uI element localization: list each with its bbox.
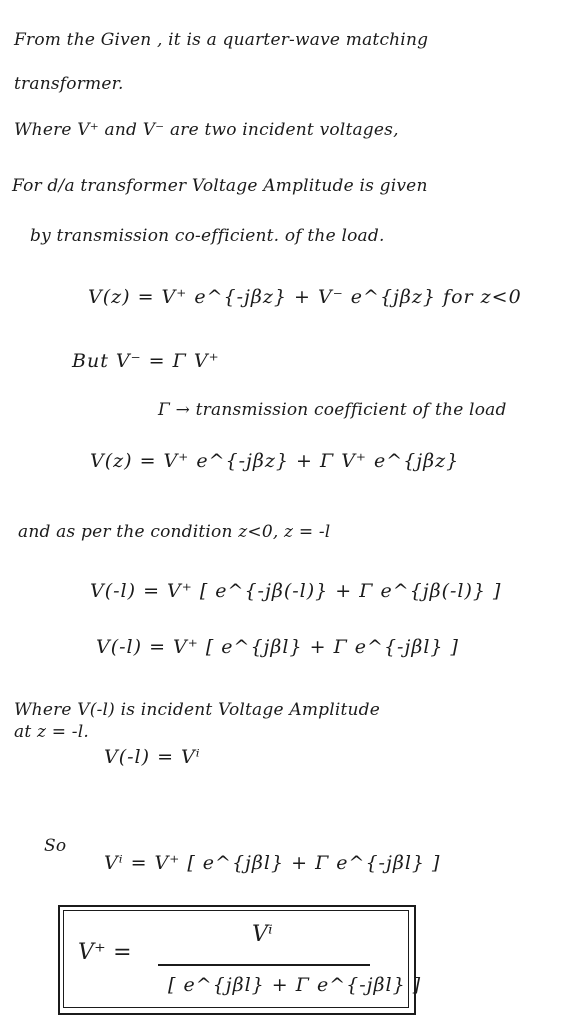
final-lhs: V⁺ = <box>78 940 132 965</box>
where-line: Where V⁺ and V⁻ are two incident voltages, <box>14 120 399 140</box>
voltage-equation-3: V(-l) = V⁺ [ e^{-jβ(-l)} + Γ e^{jβ(-l)} ] <box>90 580 502 602</box>
voltage-equation-2: V(z) = V⁺ e^{-jβz} + Γ V⁺ e^{jβz} <box>90 450 460 472</box>
voltage-equation-5: Vⁱ = V⁺ [ e^{jβl} + Γ e^{-jβl} ] <box>104 852 441 874</box>
fraction-bar <box>158 964 370 966</box>
final-denominator: [ e^{jβl} + Γ e^{-jβl} ] <box>168 974 422 996</box>
incident-definition: V(-l) = Vⁱ <box>104 746 201 768</box>
transmission-line: by transmission co-efficient. of the load. <box>30 226 385 246</box>
at-z-line: at z = -l. <box>14 722 89 742</box>
voltage-equation-1: V(z) = V⁺ e^{-jβz} + V⁻ e^{jβz} for z<0 <box>88 286 522 308</box>
intro-line-1: From the Given , it is a quarter-wave matching <box>14 30 429 50</box>
where-incident-line: Where V(-l) is incident Voltage Amplitude <box>14 700 381 720</box>
final-numerator: Vⁱ <box>252 922 273 947</box>
so-label: So <box>44 836 67 856</box>
transformer-line: For d/a transformer Voltage Amplitude is given <box>12 176 428 196</box>
condition-line: and as per the condition z<0, z = -l <box>18 522 331 542</box>
intro-line-2: transformer. <box>14 74 124 94</box>
but-line: But V⁻ = Γ V⁺ <box>72 350 220 372</box>
voltage-equation-4: V(-l) = V⁺ [ e^{jβl} + Γ e^{-jβl} ] <box>96 636 459 658</box>
gamma-definition: Γ → transmission coefficient of the load <box>158 400 507 420</box>
